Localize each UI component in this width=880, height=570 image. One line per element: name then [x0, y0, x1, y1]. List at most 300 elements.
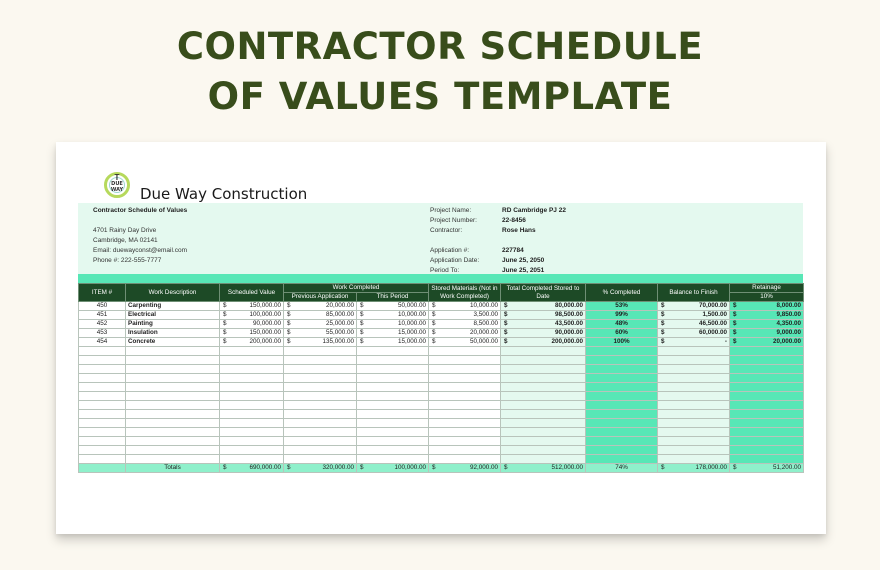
empty-cell[interactable]: [220, 347, 284, 356]
empty-row: [79, 428, 804, 437]
empty-cell[interactable]: [501, 401, 586, 410]
empty-cell[interactable]: [126, 392, 220, 401]
previous-cell-value: 55,000.00: [325, 329, 354, 336]
empty-cell[interactable]: [586, 446, 658, 455]
stored-cell[interactable]: [429, 338, 501, 347]
header-band: [78, 274, 803, 283]
stored-cell[interactable]: [429, 320, 501, 329]
empty-cell[interactable]: [730, 365, 804, 374]
currency-symbol: $: [432, 302, 436, 309]
empty-cell[interactable]: [429, 419, 501, 428]
empty-cell[interactable]: [730, 392, 804, 401]
currency-symbol: $: [504, 464, 508, 471]
this-period-cell[interactable]: [357, 329, 429, 338]
total-completed-cell-value: 43,500.00: [554, 320, 583, 327]
empty-cell[interactable]: [126, 455, 220, 464]
currency-symbol: $: [360, 320, 364, 327]
empty-cell[interactable]: [357, 392, 429, 401]
empty-row: [79, 437, 804, 446]
empty-cell[interactable]: [79, 455, 126, 464]
empty-cell[interactable]: [586, 392, 658, 401]
empty-row: [79, 455, 804, 464]
application-number-label: Application #:: [430, 247, 470, 254]
description-cell-value: Carpenting: [128, 302, 162, 309]
empty-cell[interactable]: [730, 347, 804, 356]
company-name: Due Way Construction: [140, 185, 308, 203]
empty-cell[interactable]: [429, 347, 501, 356]
empty-cell[interactable]: [284, 446, 357, 455]
empty-cell[interactable]: [730, 410, 804, 419]
balance-cell[interactable]: [658, 302, 730, 311]
empty-cell[interactable]: [284, 392, 357, 401]
empty-cell[interactable]: [357, 374, 429, 383]
empty-cell[interactable]: [586, 410, 658, 419]
page-title: [0, 22, 880, 122]
stored-cell[interactable]: [429, 302, 501, 311]
empty-cell[interactable]: [126, 356, 220, 365]
previous-cell[interactable]: [284, 311, 357, 320]
empty-cell[interactable]: [658, 410, 730, 419]
empty-cell[interactable]: [501, 455, 586, 464]
empty-cell[interactable]: [586, 455, 658, 464]
item-cell[interactable]: [79, 338, 126, 347]
totals-balance[interactable]: [658, 464, 730, 473]
page-title-line-1: CONTRACTOR SCHEDULE: [176, 25, 704, 68]
totals-retainage-value: 51,200.00: [772, 464, 801, 471]
balance-cell[interactable]: [658, 338, 730, 347]
table-row: [79, 302, 804, 311]
contractor: Rose Hans: [502, 227, 536, 234]
currency-symbol: $: [733, 320, 737, 327]
empty-cell[interactable]: [501, 374, 586, 383]
empty-cell[interactable]: [357, 446, 429, 455]
item-cell[interactable]: [79, 311, 126, 320]
empty-cell[interactable]: [79, 410, 126, 419]
scheduled-cell[interactable]: [220, 338, 284, 347]
empty-cell[interactable]: [586, 419, 658, 428]
empty-cell[interactable]: [658, 347, 730, 356]
empty-cell[interactable]: [79, 446, 126, 455]
totals-total-completed-value: 512,000.00: [551, 464, 583, 471]
retainage-cell[interactable]: [730, 320, 804, 329]
totals-label[interactable]: [126, 464, 220, 473]
empty-cell[interactable]: [586, 356, 658, 365]
totals-this-period[interactable]: [357, 464, 429, 473]
empty-cell[interactable]: [429, 446, 501, 455]
empty-cell[interactable]: [501, 356, 586, 365]
empty-cell[interactable]: [429, 374, 501, 383]
pct-cell[interactable]: [586, 338, 658, 347]
empty-cell[interactable]: [586, 401, 658, 410]
stored-cell[interactable]: [429, 329, 501, 338]
address-line-1: 4701 Rainy Day Drive: [93, 227, 157, 234]
retainage-cell[interactable]: [730, 302, 804, 311]
empty-cell[interactable]: [284, 437, 357, 446]
info-box: [78, 203, 803, 274]
empty-cell[interactable]: [284, 455, 357, 464]
empty-cell[interactable]: [220, 419, 284, 428]
empty-cell[interactable]: [220, 446, 284, 455]
stored-cell[interactable]: [429, 311, 501, 320]
empty-cell[interactable]: [357, 356, 429, 365]
empty-cell[interactable]: [357, 347, 429, 356]
stored-cell-value: 3,500.00: [473, 311, 498, 318]
empty-cell[interactable]: [357, 383, 429, 392]
empty-cell[interactable]: [501, 365, 586, 374]
empty-cell[interactable]: [501, 392, 586, 401]
table-row: [79, 320, 804, 329]
currency-symbol: $: [223, 320, 227, 327]
currency-symbol: $: [360, 302, 364, 309]
empty-cell[interactable]: [658, 446, 730, 455]
empty-cell[interactable]: [357, 419, 429, 428]
totals-row: [79, 464, 804, 473]
empty-cell[interactable]: [284, 383, 357, 392]
totals-stored[interactable]: [429, 464, 501, 473]
empty-cell[interactable]: [429, 365, 501, 374]
this-period-cell[interactable]: [357, 311, 429, 320]
scheduled-cell[interactable]: [220, 329, 284, 338]
empty-cell[interactable]: [284, 347, 357, 356]
currency-symbol: $: [360, 311, 364, 318]
currency-symbol: $: [504, 320, 508, 327]
empty-cell[interactable]: [284, 419, 357, 428]
header-total-completed: Total Completed Stored to Date: [501, 284, 586, 302]
totals-balance-value: 178,000.00: [695, 464, 727, 471]
logo-text: DUE WAY: [110, 181, 124, 193]
empty-cell[interactable]: [586, 383, 658, 392]
empty-cell[interactable]: [658, 455, 730, 464]
empty-cell[interactable]: [501, 419, 586, 428]
empty-cell[interactable]: [730, 374, 804, 383]
retainage-cell[interactable]: [730, 311, 804, 320]
period-to-label: Period To:: [430, 267, 460, 274]
empty-cell[interactable]: [126, 383, 220, 392]
this-period-cell[interactable]: [357, 302, 429, 311]
scheduled-cell-value: 90,000.00: [252, 320, 281, 327]
empty-cell[interactable]: [79, 365, 126, 374]
previous-cell[interactable]: [284, 302, 357, 311]
scheduled-cell-value: 150,000.00: [249, 329, 281, 336]
total-completed-cell[interactable]: [501, 302, 586, 311]
scheduled-cell[interactable]: [220, 320, 284, 329]
empty-cell[interactable]: [126, 374, 220, 383]
balance-cell-value: 70,000.00: [698, 302, 727, 309]
application-date: June 25, 2050: [502, 257, 545, 264]
empty-cell[interactable]: [658, 374, 730, 383]
empty-cell[interactable]: [284, 428, 357, 437]
totals-scheduled[interactable]: [220, 464, 284, 473]
description-cell-value: Insulation: [128, 329, 158, 336]
empty-cell[interactable]: [429, 392, 501, 401]
empty-cell[interactable]: [501, 383, 586, 392]
empty-cell[interactable]: [586, 365, 658, 374]
empty-cell[interactable]: [284, 365, 357, 374]
empty-row: [79, 356, 804, 365]
this-period-cell-value: 10,000.00: [397, 320, 426, 327]
currency-symbol: $: [432, 311, 436, 318]
contractor-label: Contractor:: [430, 227, 463, 234]
pct-cell[interactable]: [586, 311, 658, 320]
totals-this-period-value: 100,000.00: [394, 464, 426, 471]
currency-symbol: $: [733, 329, 737, 336]
retainage-cell-value: 9,000.00: [776, 329, 801, 336]
currency-symbol: $: [661, 338, 665, 345]
empty-cell[interactable]: [126, 419, 220, 428]
empty-cell[interactable]: [126, 446, 220, 455]
header-stored: Stored Materials (Not in Work Completed): [429, 284, 501, 302]
currency-symbol: $: [360, 464, 364, 471]
pct-cell-value: 60%: [615, 329, 628, 336]
address-line-2: Cambridge, MA 02141: [93, 237, 158, 244]
currency-symbol: $: [733, 464, 737, 471]
empty-row: [79, 401, 804, 410]
project-name-label: Project Name:: [430, 207, 472, 214]
stored-cell-value: 10,000.00: [469, 302, 498, 309]
total-completed-cell[interactable]: [501, 338, 586, 347]
empty-cell[interactable]: [586, 347, 658, 356]
empty-cell[interactable]: [284, 410, 357, 419]
empty-cell[interactable]: [220, 401, 284, 410]
balance-cell-value: 46,500.00: [698, 320, 727, 327]
totals-retainage[interactable]: [730, 464, 804, 473]
empty-row: [79, 410, 804, 419]
empty-cell[interactable]: [220, 455, 284, 464]
empty-cell[interactable]: [429, 383, 501, 392]
empty-cell[interactable]: [220, 383, 284, 392]
stored-cell-value: 50,000.00: [469, 338, 498, 345]
empty-cell[interactable]: [658, 383, 730, 392]
balance-cell-value: -: [724, 338, 727, 345]
empty-cell[interactable]: [730, 446, 804, 455]
empty-cell[interactable]: [357, 428, 429, 437]
empty-row: [79, 374, 804, 383]
balance-cell[interactable]: [658, 320, 730, 329]
totals-empty-cell: [79, 464, 126, 473]
currency-symbol: $: [661, 311, 665, 318]
empty-cell[interactable]: [501, 437, 586, 446]
empty-cell[interactable]: [658, 356, 730, 365]
header-previous: Previous Application: [284, 293, 357, 302]
total-completed-cell[interactable]: [501, 329, 586, 338]
item-cell[interactable]: [79, 302, 126, 311]
empty-cell[interactable]: [79, 392, 126, 401]
empty-cell[interactable]: [501, 410, 586, 419]
currency-symbol: $: [287, 311, 291, 318]
empty-cell[interactable]: [658, 419, 730, 428]
item-cell[interactable]: [79, 329, 126, 338]
description-cell[interactable]: [126, 329, 220, 338]
empty-cell[interactable]: [220, 365, 284, 374]
currency-symbol: $: [733, 311, 737, 318]
pct-cell-value: 48%: [615, 320, 628, 327]
empty-cell[interactable]: [126, 437, 220, 446]
empty-cell[interactable]: [357, 401, 429, 410]
empty-cell[interactable]: [501, 446, 586, 455]
balance-cell-value: 60,000.00: [698, 329, 727, 336]
phone: Phone #: 222-555-7777: [93, 257, 162, 264]
pct-cell-value: 100%: [613, 338, 630, 345]
currency-symbol: $: [287, 320, 291, 327]
previous-cell[interactable]: [284, 320, 357, 329]
header-description: Work Description: [126, 284, 220, 302]
header-item: ITEM #: [79, 284, 126, 302]
empty-cell[interactable]: [220, 374, 284, 383]
empty-cell[interactable]: [658, 365, 730, 374]
this-period-cell-value: 15,000.00: [397, 338, 426, 345]
empty-cell[interactable]: [79, 419, 126, 428]
item-cell-value: 454: [96, 338, 108, 345]
table-row: [79, 311, 804, 320]
scheduled-cell-value: 200,000.00: [249, 338, 281, 345]
empty-row: [79, 383, 804, 392]
empty-cell[interactable]: [79, 428, 126, 437]
empty-cell[interactable]: [220, 428, 284, 437]
empty-cell[interactable]: [284, 401, 357, 410]
totals-pct[interactable]: [586, 464, 658, 473]
total-completed-cell[interactable]: [501, 320, 586, 329]
scheduled-cell-value: 150,000.00: [249, 302, 281, 309]
empty-cell[interactable]: [357, 455, 429, 464]
this-period-cell-value: 10,000.00: [397, 311, 426, 318]
empty-cell[interactable]: [658, 392, 730, 401]
total-completed-cell-value: 90,000.00: [554, 329, 583, 336]
empty-cell[interactable]: [357, 437, 429, 446]
this-period-cell[interactable]: [357, 320, 429, 329]
description-cell[interactable]: [126, 302, 220, 311]
empty-cell[interactable]: [220, 356, 284, 365]
balance-cell-value: 1,500.00: [702, 311, 727, 318]
retainage-cell-value: 9,850.00: [776, 311, 801, 318]
empty-cell[interactable]: [658, 437, 730, 446]
retainage-cell[interactable]: [730, 329, 804, 338]
empty-cell[interactable]: [586, 437, 658, 446]
totals-label-value: Totals: [164, 464, 181, 471]
empty-cell[interactable]: [220, 437, 284, 446]
empty-row: [79, 446, 804, 455]
email: Email: duewayconst@email.com: [93, 247, 188, 254]
totals-previous[interactable]: [284, 464, 357, 473]
empty-cell[interactable]: [79, 374, 126, 383]
empty-cell[interactable]: [429, 410, 501, 419]
empty-row: [79, 419, 804, 428]
empty-cell[interactable]: [429, 401, 501, 410]
header-balance: Balance to Finish: [658, 284, 730, 302]
currency-symbol: $: [287, 464, 291, 471]
description-cell[interactable]: [126, 311, 220, 320]
empty-cell[interactable]: [126, 410, 220, 419]
currency-symbol: $: [504, 302, 508, 309]
empty-cell[interactable]: [730, 455, 804, 464]
empty-cell[interactable]: [79, 383, 126, 392]
pct-cell-value: 99%: [615, 311, 628, 318]
total-completed-cell-value: 200,000.00: [551, 338, 583, 345]
header-scheduled: Scheduled Value: [220, 284, 284, 302]
empty-cell[interactable]: [79, 347, 126, 356]
pct-cell[interactable]: [586, 302, 658, 311]
empty-cell[interactable]: [126, 428, 220, 437]
empty-cell[interactable]: [429, 356, 501, 365]
empty-cell[interactable]: [357, 365, 429, 374]
header-retainage: Retainage: [730, 284, 804, 293]
empty-cell[interactable]: [586, 428, 658, 437]
empty-cell[interactable]: [126, 347, 220, 356]
scheduled-cell-value: 100,000.00: [249, 311, 281, 318]
empty-cell[interactable]: [658, 401, 730, 410]
currency-symbol: $: [504, 338, 508, 345]
empty-cell[interactable]: [429, 437, 501, 446]
empty-cell[interactable]: [730, 356, 804, 365]
balance-cell[interactable]: [658, 311, 730, 320]
empty-cell[interactable]: [730, 401, 804, 410]
total-completed-cell[interactable]: [501, 311, 586, 320]
empty-cell[interactable]: [730, 383, 804, 392]
currency-symbol: $: [432, 320, 436, 327]
this-period-cell-value: 50,000.00: [397, 302, 426, 309]
this-period-cell[interactable]: [357, 338, 429, 347]
scheduled-cell[interactable]: [220, 302, 284, 311]
page-title-line-2: OF VALUES TEMPLATE: [207, 75, 673, 118]
currency-symbol: $: [504, 311, 508, 318]
empty-cell[interactable]: [79, 356, 126, 365]
empty-cell[interactable]: [586, 374, 658, 383]
previous-cell-value: 20,000.00: [325, 302, 354, 309]
empty-cell[interactable]: [501, 428, 586, 437]
empty-cell[interactable]: [429, 455, 501, 464]
scheduled-cell[interactable]: [220, 311, 284, 320]
pct-cell-value: 53%: [615, 302, 628, 309]
header-work-completed: Work Completed: [284, 284, 429, 293]
currency-symbol: $: [733, 302, 737, 309]
currency-symbol: $: [360, 338, 364, 345]
empty-cell[interactable]: [126, 401, 220, 410]
description-cell[interactable]: [126, 338, 220, 347]
empty-row: [79, 365, 804, 374]
empty-row: [79, 392, 804, 401]
pct-cell[interactable]: [586, 329, 658, 338]
header-pct: % Completed: [586, 284, 658, 302]
empty-cell[interactable]: [220, 410, 284, 419]
empty-cell[interactable]: [79, 401, 126, 410]
empty-cell[interactable]: [429, 428, 501, 437]
item-cell-value: 451: [96, 311, 108, 318]
previous-cell[interactable]: [284, 338, 357, 347]
description-cell[interactable]: [126, 320, 220, 329]
empty-cell[interactable]: [658, 428, 730, 437]
retainage-cell[interactable]: [730, 338, 804, 347]
empty-cell[interactable]: [730, 428, 804, 437]
empty-cell[interactable]: [79, 437, 126, 446]
previous-cell[interactable]: [284, 329, 357, 338]
item-cell[interactable]: [79, 320, 126, 329]
empty-cell[interactable]: [730, 437, 804, 446]
totals-total-completed[interactable]: [501, 464, 586, 473]
currency-symbol: $: [223, 329, 227, 336]
empty-cell[interactable]: [501, 347, 586, 356]
stored-cell-value: 20,000.00: [469, 329, 498, 336]
balance-cell[interactable]: [658, 329, 730, 338]
currency-symbol: $: [504, 329, 508, 336]
schedule-of-values-table: [78, 283, 804, 473]
empty-cell[interactable]: [126, 365, 220, 374]
empty-cell[interactable]: [357, 410, 429, 419]
empty-cell[interactable]: [284, 356, 357, 365]
retainage-cell-value: 4,350.00: [776, 320, 801, 327]
empty-cell[interactable]: [284, 374, 357, 383]
empty-cell[interactable]: [220, 392, 284, 401]
empty-cell[interactable]: [730, 419, 804, 428]
pct-cell[interactable]: [586, 320, 658, 329]
